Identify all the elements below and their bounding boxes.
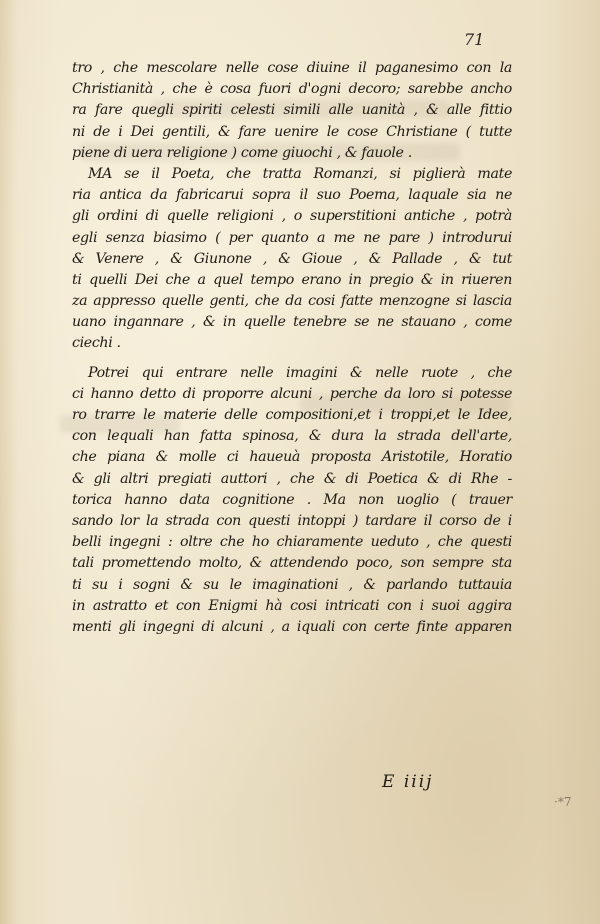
text-line: tali promettendo molto, & attendendo poco, son sempre sta <box>72 555 512 572</box>
text-line: ciechi . <box>72 335 121 352</box>
text-line: za appresso quelle genti, che da cosi fatte menzogne si lascia <box>72 293 512 310</box>
paragraph <box>72 164 512 185</box>
text-line: ni de i Dei gentili, & fare uenire le cose Christiane ( tutte <box>72 123 512 140</box>
paragraph-continued <box>72 384 512 638</box>
text-line: Potrei qui entrare nelle imagini & nelle ruote , che <box>88 364 512 381</box>
text-line: MA se il Poeta, che tratta Romanzi, si piglierà mate <box>88 165 512 182</box>
text-line: torica hanno data cognitione . Ma non uoglio ( trauer <box>72 491 512 508</box>
text-line: ci hanno detto di proporre alcuni , perche da loro si potesse <box>72 385 512 402</box>
text-line: ti quelli Dei che a quel tempo erano in pregio & in riueren <box>72 271 512 288</box>
text-line: & Venere , & Giunone , & Gioue , & Pallade , & tut <box>72 250 512 267</box>
text-line: gli ordini di quelle religioni , o superstitioni antiche , potrà <box>72 208 512 225</box>
text-line: Christianità , che è cosa fuori d'ogni decoro; sarebbe ancho <box>72 81 512 98</box>
text-line: ra fare quegli spiriti celesti simili alle uanità , & alle fittio <box>72 102 512 119</box>
text-line: con lequali han fatta spinosa, & dura la strada dell'arte, <box>72 428 512 445</box>
signature-mark: E iiij <box>382 772 434 792</box>
main-text <box>72 58 512 638</box>
text-line: che piana & molle ci haueuà proposta Aristotile, Horatio <box>72 449 512 466</box>
text-line: uano ingannare , & in quelle tenebre se ne stauano , come <box>72 314 512 331</box>
text-line: belli ingegni : oltre che ho chiaramente ueduto , che questi <box>72 534 512 551</box>
text-line: ro trarre le materie delle compositioni,et i troppi,et le Idee, <box>72 407 512 423</box>
text-line: sando lor la strada con questi intoppi ) tardare il corso de i <box>72 512 512 529</box>
text-line: ti su i sogni & su le imaginationi , & parlando tuttauia <box>72 576 512 593</box>
page-number: 71 <box>464 30 485 49</box>
text-line: & gli altri pregiati auttori , che & di Poetica & di Rhe - <box>72 470 512 487</box>
margin-mark: ·*7 <box>554 795 572 809</box>
paragraph <box>72 363 512 384</box>
text-line: piene di uera religione ) come giuochi , & fauole . <box>72 144 412 161</box>
paragraph-continued <box>72 185 512 355</box>
text-line: ria antica da fabricarui sopra il suo Poema, laquale sia ne <box>72 187 512 204</box>
paragraph-gap <box>72 355 512 363</box>
text-line: in astratto et con Enigmi hà cosi intricati con i suoi aggira <box>72 597 512 614</box>
text-line: egli senza biasimo ( per quanto a me ne pare ) introdurui <box>72 229 512 246</box>
paragraph <box>72 58 512 164</box>
text-line: menti gli ingegni di alcuni , a iquali con certe finte apparen <box>72 618 512 635</box>
text-line: tro , che mescolare nelle cose diuine il paganesimo con la <box>72 60 512 76</box>
